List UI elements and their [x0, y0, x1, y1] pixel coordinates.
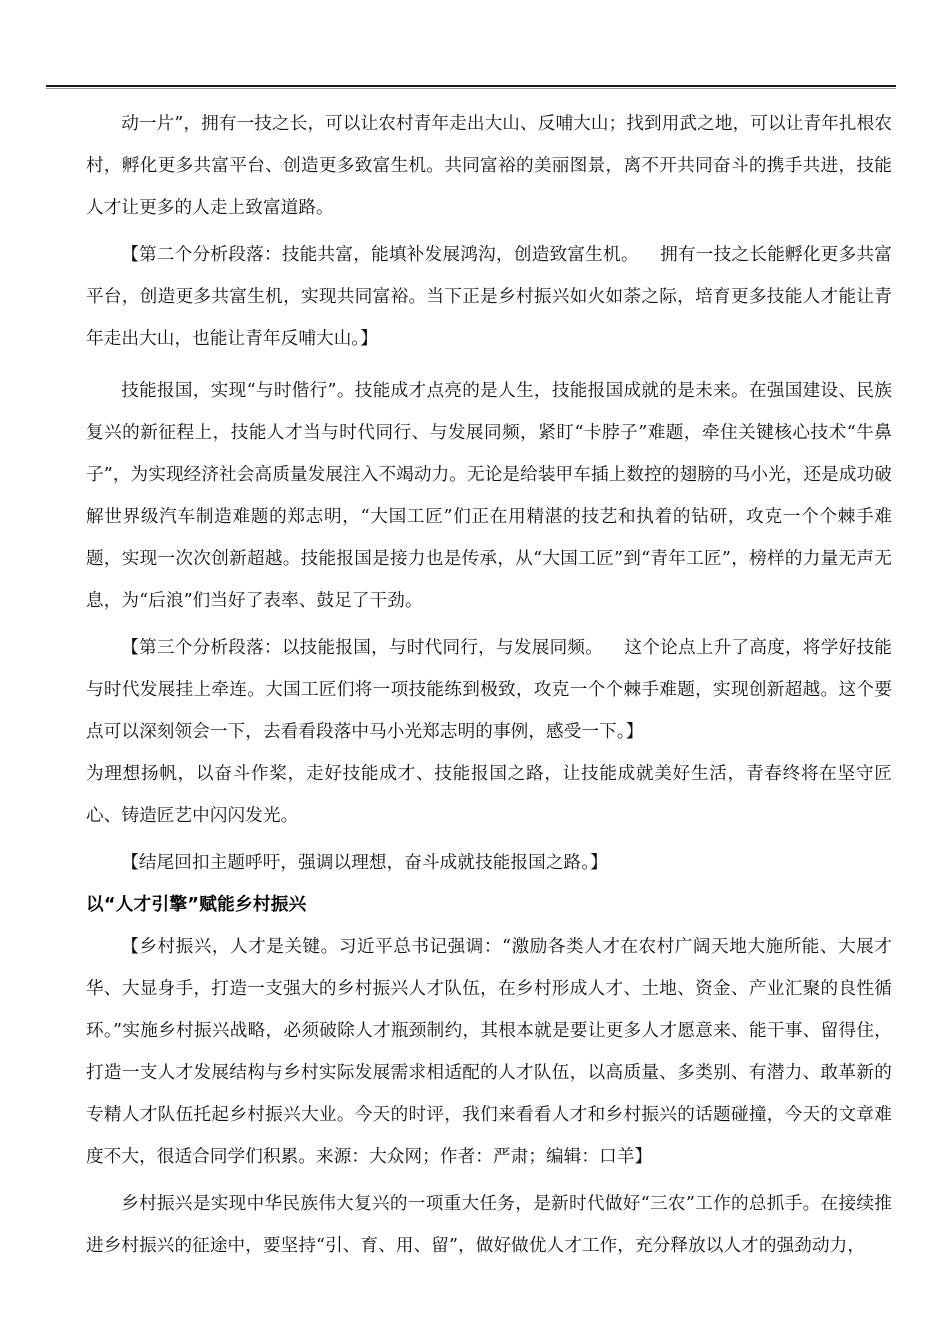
analysis-note-third-rest: 这个论点上升了高度，将学好技能与时代发展挂上牵连。大国工匠们将一项技能练到极致，攻克一个个棘手难题，实现创新超越。这个要点可以深刻领会一下，去看看段落中马小光郑志明的事例，感受一下。】 [86, 638, 892, 742]
paragraph-rural-revitalization-intro: 乡村振兴是实现中华民族伟大复兴的一项重大任务，是新时代做好“三农”工作的总抓手。在接续推进乡村振兴的征途中，要坚持“引、育、用、留”，做好做优人才工作，充分释放以人才的强劲动力， [86, 1194, 892, 1256]
analysis-note-ending: 【结尾回扣主题呼吁，强调以理想，奋斗成就技能报国之路。】 [121, 853, 608, 873]
paragraph-skill-serving-country: 技能报国，实现“与时偕行”。技能成才点亮的是人生，技能报国成就的是未来。在强国建设、民族复兴的新征程上，技能人才当与时代同行、与发展同频，紧盯“卡脖子”难题，牵住关键核心技术“牛鼻子”，为实现经济社会高质量发展注入不竭动力。无论是给装甲车插上数控的翅膀的马小光，还是成功破解世界级汽车制造难题的郑志明，“大国工匠”们正在用精湛的技艺和执着的钻研，攻克一个个棘手难题，实现一次次创新超越。技能报国是接力也是传承，从“大国工匠”到“青年工匠”，榜样的力量无声无息，为“后浪”们当好了表率、鼓足了干劲。 [86, 381, 892, 611]
analysis-note-second [86, 234, 892, 360]
section-heading-talent-engine: 以“人才引擎”赋能乡村振兴 [86, 895, 307, 915]
analysis-note-second-lead: 【第二个分析段落：技能共富，能填补发展鸿沟，创造致富生机。 [121, 245, 639, 265]
analysis-note-third [86, 627, 892, 753]
paragraph-closing-call: 为理想扬帆，以奋斗作桨，走好技能成才、技能报国之路，让技能成就美好生活，青春终将在坚守匠心、铸造匠艺中闪闪发光。 [86, 764, 892, 826]
analysis-note-third-lead: 【第三个分析段落：以技能报国，与时代同行，与发展同频。 [121, 638, 604, 658]
header-divider-rule [46, 85, 896, 87]
analysis-note-second-rest: 拥有一技之长能孵化更多共富平台，创造更多共富生机，实现共同富裕。当下正是乡村振兴如火如荼之际，培育更多技能人才能让青年走出大山，也能让青年反哺大山。】 [86, 245, 892, 349]
document-body-column [86, 103, 892, 1267]
analysis-note-rural-revitalization: 【乡村振兴，人才是关键。习近平总书记强调：“激励各类人才在农村广阔天地大施所能、大展才华、大显身手，打造一支强大的乡村振兴人才队伍，在乡村形成人才、土地、资金、产业汇聚的良性循环。”实施乡村振兴战略，必须破除人才瓶颈制约，其根本就是要让更多人才愿意来、能干事、留得住，打造一支人才发展结构与乡村实际发展需求相适配的人才队伍，以高质量、多类别、有潜力、敢革新的专精人才队伍托起乡村振兴大业。今天的时评，我们来看看人才和乡村振兴的话题碰撞，今天的文章难度不大，很适合同学们积累。来源：大众网；作者：严肃；编辑：口羊】 [86, 937, 892, 1167]
paragraph-continuation: 动一片”，拥有一技之长，可以让农村青年走出大山、反哺大山；找到用武之地，可以让青年扎根农村，孵化更多共富平台、创造更多致富生机。共同富裕的美丽图景，离不开共同奋斗的携手共进，技能人才让更多的人走上致富道路。 [86, 114, 892, 218]
